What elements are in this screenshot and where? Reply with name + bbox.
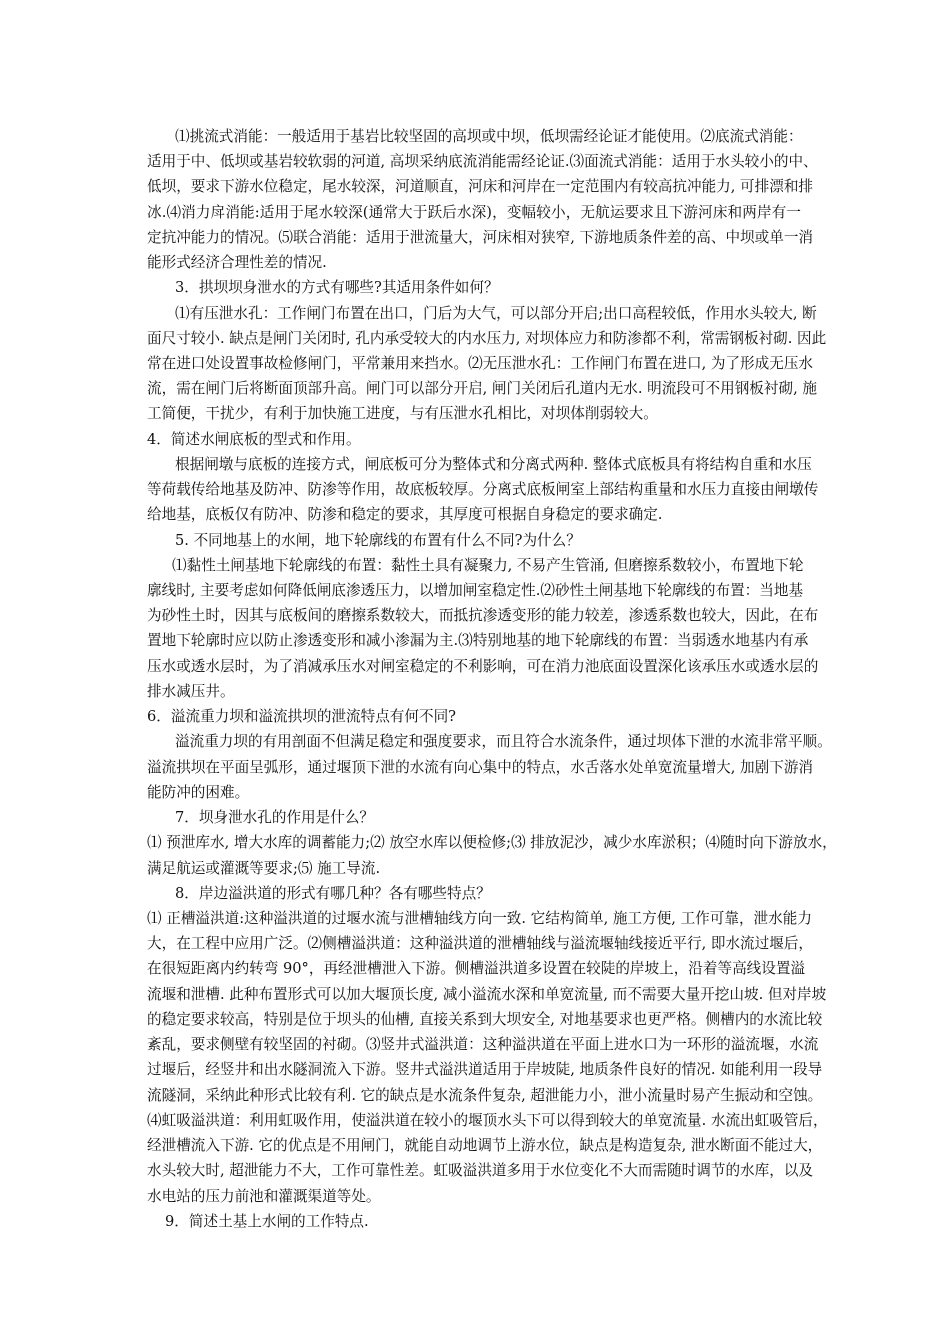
text-line: 压水或透水层时，为了消减承压水对闸室稳定的不利影响，可在消力池底面设置深化该承压水或透水层的 (147, 658, 819, 675)
text-line: 溢流重力坝的有用剖面不但满足稳定和强度要求，而且符合水流条件，通过坝体下泄的水流非常平顺。 (175, 733, 832, 750)
text-line: 在很短距离内约转弯 90°，再经泄槽泄入下游。侧槽溢洪道多设置在较陡的岸坡上，沿着等高线设置溢 (147, 960, 806, 977)
text-line: 能形式经济合理性差的情况. (147, 254, 327, 271)
text-line: 流堰和泄槽. 此种布置形式可以加大堰顶长度, 减小溢流水深和单宽流量, 而不需要大量开挖山坡. 但对岸坡 (147, 986, 827, 1003)
text-line: 能防冲的困难。 (147, 784, 250, 801)
text-line: 的稳定要求较高，特别是位于坝头的仙槽, 直接关系到大坝安全, 对地基要求也更严格。侧槽内的水流比较 (147, 1011, 823, 1028)
question-heading: 3．拱坝坝身泄水的方式有哪些?其适用条件如何？ (175, 279, 499, 296)
text-line: 经泄槽流入下游. 它的优点是不用闸门，就能自动地调节上游水位，缺点是构造复杂, 泄水断面不能过大， (147, 1137, 823, 1154)
question-heading: 7．坝身泄水孔的作用是什么？ (175, 809, 375, 826)
text-line: 水头较大时, 超泄能力不大，工作可靠性差。虹吸溢洪道多用于水位变化不大而需随时调节的水库，以及 (147, 1162, 814, 1179)
question-heading: 8．岸边溢洪道的形式有哪几种？各有哪些特点？ (175, 885, 491, 902)
text-line: 适用于中、低坝或基岩较软弱的河道, 高坝采纳底流消能需经论证.⑶面流式消能：适用于水头较小的中、 (147, 153, 818, 170)
text-line: 排水减压井。 (147, 683, 235, 700)
text-line: 紊乱，要求侧壁有较坚固的衬砌。⑶竖井式溢洪道：这种溢洪道在平面上进水口为一环形的溢流堰，水流 (147, 1036, 819, 1053)
question-heading: 6．溢流重力坝和溢流拱坝的泄流特点有何不同? (147, 708, 456, 725)
text-line: 置地下轮廓时应以防止渗透变形和减小渗漏为主.⑶特别地基的地下轮廓线的布置：当弱透水地基内有承 (147, 632, 809, 649)
text-line: 工简便，干扰少，有利于加快施工进度，与有压泄水孔相比，对坝体削弱较大。 (147, 405, 658, 422)
text-line: ⑴ 正槽溢洪道:这种溢洪道的过堰水流与泄槽轴线方向一致. 它结构简单, 施工方便, 工作可靠，泄水能力 (147, 910, 812, 927)
text-line: 为砂性土时，因其与底板间的磨擦系数较大，而抵抗渗透变形的能力较差，渗透系数也较大，因此，在布 (147, 607, 819, 624)
question-heading: 5. 不同地基上的水闸，地下轮廓线的布置有什么不同?为什么？ (175, 532, 581, 549)
text-line: ⑴ 预泄库水, 增大水库的调蓄能力;⑵ 放空水库以便检修;⑶ 排放泥沙，减少水库淤积；⑷随时向下游放水， (147, 834, 837, 851)
text-line: 等荷载传给地基及防冲、防渗等作用，故底板较厚。分离式底板闸室上部结构重量和水压力直接由闸墩传 (147, 481, 819, 498)
text-line: 大，在工程中应用广泛。⑵侧槽溢洪道：这种溢洪道的泄槽轴线与溢流堰轴线接近平行, 即水流过堰后， (147, 935, 814, 952)
text-line: 水电站的压力前池和灌溉渠道等处。 (147, 1188, 381, 1205)
question-heading: 9．简述土基上水闸的工作特点. (165, 1213, 369, 1230)
text-line: 过堰后，经竖井和出水隧洞流入下游。竖井式溢洪道适用于岸坡陡, 地质条件良好的情况. 如能利用一段导 (147, 1061, 823, 1078)
text-line: ⑴有压泄水孔：工作闸门布置在出口，门后为大气，可以部分开启;出口高程较低，作用水头较大, 断 (175, 305, 817, 322)
text-line: 满足航运或灌溉等要求;⑸ 施工导流. (147, 860, 381, 877)
text-line: 给地基，底板仅有防冲、防渗和稳定的要求，其厚度可根据自身稳定的要求确定. (147, 506, 663, 523)
text-line: ⑷虹吸溢洪道：利用虹吸作用，使溢洪道在较小的堰顶水头下可以得到较大的单宽流量. 水流出虹吸管后， (147, 1112, 828, 1129)
text-line: ⑴黏性土闸基地下轮廓线的布置：黏性土具有凝聚力, 不易产生管涌, 但磨擦系数较小，布置地下轮 (172, 557, 804, 574)
text-line: 面尺寸较小. 缺点是闸门关闭时, 孔内承受较大的内水压力, 对坝体应力和防渗都不利，常需钢板衬砌. 因此 (147, 330, 827, 347)
text-line: 廓线时, 主要考虑如何降低闸底渗透压力，以增加闸室稳定性.⑵砂性土闸基地下轮廓线的布置：当地基 (147, 582, 804, 599)
text-line: 根据闸墩与底板的连接方式，闸底板可分为整体式和分离式两种. 整体式底板具有将结构自重和水压 (175, 456, 812, 473)
text-line: 流，需在闸门后将断面顶部升高。闸门可以部分开启, 闸门关闭后孔道内无水. 明流段可不用钢板衬砌, 施 (147, 380, 817, 397)
text-line: 冰.⑷消力戽消能:适用于尾水较深(通常大于跃后水深)，变幅较小，无航运要求且下游河床和两岸有一 (147, 204, 801, 221)
question-heading: 4．简述水闸底板的型式和作用。 (147, 431, 361, 448)
text-line: ⑴挑流式消能：一般适用于基岩比较坚固的高坝或中坝，低坝需经论证才能使用。⑵底流式消能： (175, 128, 803, 145)
text-line: 常在进口处设置事故检修闸门，平常兼用来挡水。⑵无压泄水孔：工作闸门布置在进口, 为了形成无压水 (147, 355, 814, 372)
text-line: 溢流拱坝在平面呈弧形，通过堰顶下泄的水流有向心集中的特点，水舌落水处单宽流量增大, 加剧下游消 (147, 759, 814, 776)
text-line: 低坝，要求下游水位稳定，尾水较深，河道顺直，河床和河岸在一定范围内有较高抗冲能力, 可排漂和排 (147, 178, 814, 195)
text-line: 定抗冲能力的情况。⑸联合消能：适用于泄流量大，河床相对狭窄, 下游地质条件差的高、中坝或单一消 (147, 229, 814, 246)
text-line: 流隧洞，采纳此种形式比较有利. 它的缺点是水流条件复杂, 超泄能力小，泄小流量时易产生振动和空蚀。 (147, 1087, 823, 1104)
